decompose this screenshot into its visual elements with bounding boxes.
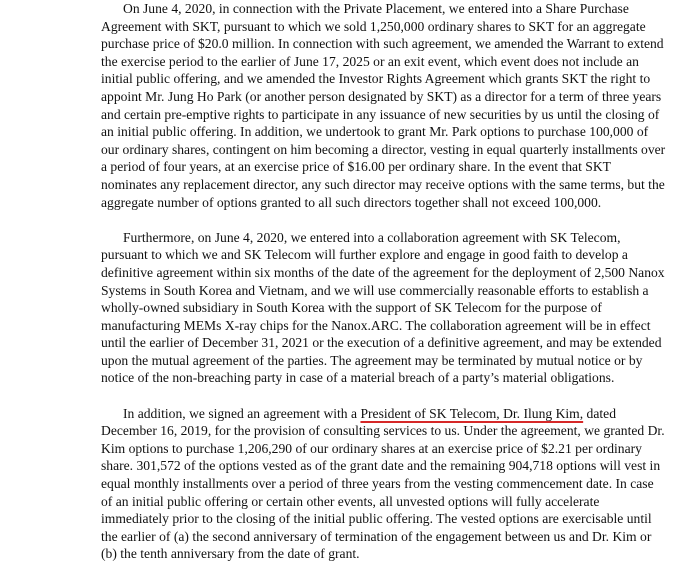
text-line: On June 4, 2020, in connection with the Private Placement, we entered into a Share Purchase	[123, 1, 629, 16]
text-line: Furthermore, on June 4, 2020, we entered into a collaboration agreement with SK Telecom,	[123, 229, 621, 245]
text-line: December 16, 2019, for the provision of consulting services to us. Under the agreement, we granted Dr.	[101, 423, 665, 439]
text-line: pursuant to which we and SK Telecom will further explore and engage in good faith to develop a	[101, 247, 628, 263]
text-segment: In addition, we signed an agreement with a	[123, 405, 361, 421]
text-line: Kim options to purchase 1,206,290 of our ordinary shares at an exercise price of $2.21 per ordinary	[101, 440, 642, 456]
text-line: Agreement with SKT, pursuant to which we sold 1,250,000 ordinary shares to SKT for an aggregate	[101, 18, 646, 34]
document-body	[79, 0, 666, 563]
text-line: the earlier of (a) the second anniversary of termination of the engagement between us and Dr. Kim or	[101, 528, 652, 544]
paragraph-sk-telecom-collaboration	[79, 229, 665, 387]
text-segment: dated	[583, 405, 616, 421]
text-line: a period of four years, at an exercise price of $16.00 per ordinary share. In the event that SKT	[101, 159, 611, 175]
text-line: definitive agreement within six months of the date of the agreement for the deployment of 2,500 Nanox	[101, 264, 665, 280]
text-line: immediately prior to the closing of the initial public offering. The vested options are exercisable until	[101, 511, 652, 527]
text-line: equal monthly installments over a period of three years from the vesting commencement date. In case	[101, 476, 654, 492]
text-line: purchase price of $20.0 million. In connection with such agreement, we amended the Warrant to extend	[101, 36, 664, 52]
text-line: wholly-owned subsidiary in South Korea with the support of SK Telecom for the purpose of	[101, 300, 602, 316]
text-line: and certain pre-emptive rights to participate in any issuance of new securities by us until the closing of	[101, 106, 660, 122]
text-line: upon the mutual agreement of the parties. The agreement may be terminated by mutual notice or by	[101, 352, 643, 368]
text-line: appoint Mr. Jung Ho Park (or another person designated by SKT) as a director for a term of three years	[101, 88, 662, 104]
highlighted-phrase: President of SK Telecom, Dr. Ilung Kim,	[360, 405, 584, 421]
text-line: an initial public offering. In addition, we undertook to grant Mr. Park options to purchase 100,000 of	[101, 124, 649, 140]
text-line: aggregate number of options granted to all such directors together shall not exceed 100,000.	[101, 194, 602, 210]
text-line: Systems in South Korea and Vietnam, and we will use commercially reasonable efforts to establish a	[101, 282, 649, 298]
text-line: manufacturing MEMs X-ray chips for the Nanox.ARC. The collaboration agreement will be in effect	[101, 317, 651, 333]
text-line: our ordinary shares, contingent on him becoming a director, vesting in equal quarterly installments over	[101, 141, 666, 157]
paragraph-dr-kim-consulting	[79, 405, 665, 563]
text-line: initial public offering, and we amended the Investor Rights Agreement which grants SKT the right to	[101, 71, 651, 87]
text-line: nominates any replacement director, any such director may receive options with the same terms, but the	[101, 176, 665, 192]
text-line: until the earlier of December 31, 2021 or the execution of a definitive agreement, and may be extended	[101, 335, 662, 351]
text-line: (b) the tenth anniversary from the date of grant.	[101, 546, 360, 562]
text-line	[79, 405, 619, 423]
paragraph-skt-share-purchase	[79, 0, 666, 211]
text-line: of an initial public offering or certain other events, all unvested options will fully accelerate	[101, 493, 600, 509]
text-line: share. 301,572 of the options vested as of the grant date and the remaining 904,718 options will vest in	[101, 458, 661, 474]
text-line: notice of the non-breaching party in case of a material breach of a party’s material obligations.	[101, 370, 615, 386]
text-line: the exercise period to the earlier of June 17, 2025 or an exit event, which event does not include an	[101, 53, 639, 69]
